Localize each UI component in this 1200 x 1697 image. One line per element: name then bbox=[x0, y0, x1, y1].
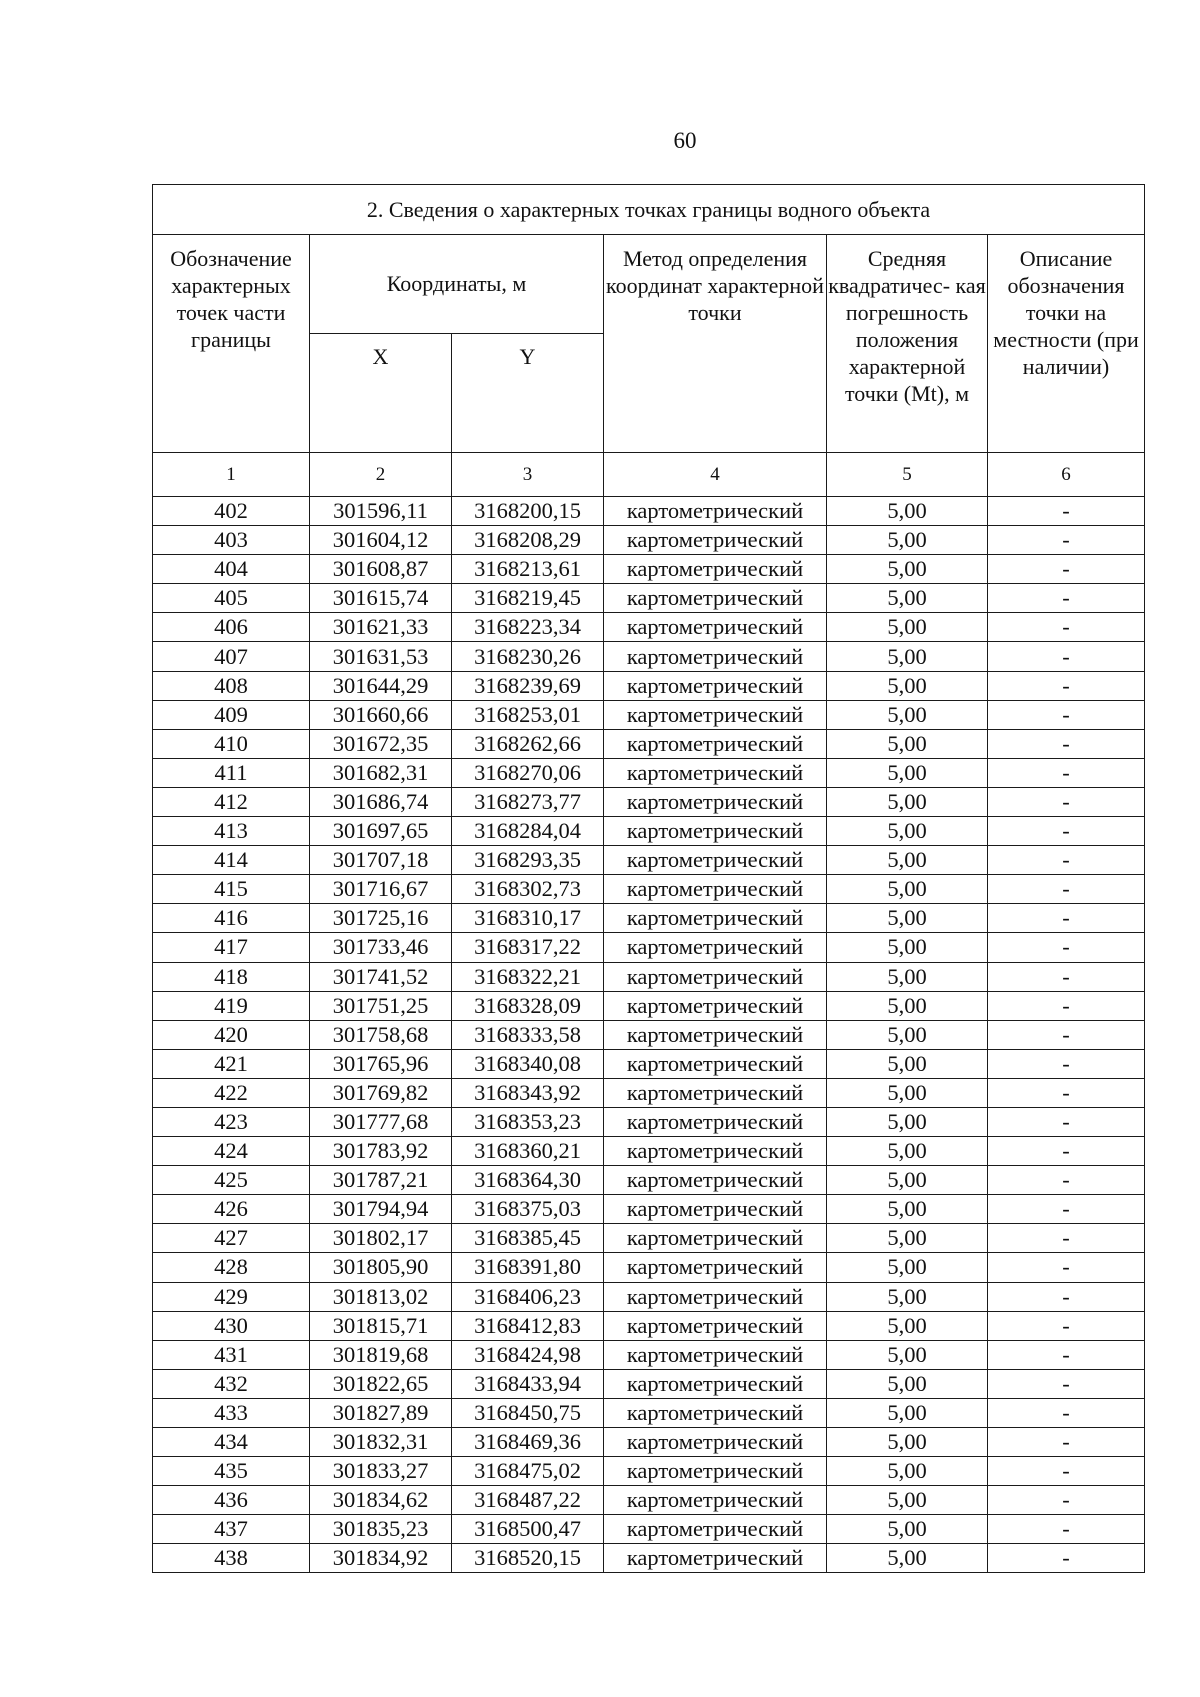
cell-method: картометрический bbox=[604, 758, 827, 787]
cell-point-id: 425 bbox=[153, 1166, 310, 1195]
column-number: 2 bbox=[310, 453, 452, 497]
cell-y: 3168500,47 bbox=[452, 1515, 604, 1544]
cell-y: 3168293,35 bbox=[452, 846, 604, 875]
cell-description: - bbox=[988, 526, 1145, 555]
cell-y: 3168333,58 bbox=[452, 1020, 604, 1049]
cell-description: - bbox=[988, 1166, 1145, 1195]
cell-method: картометрический bbox=[604, 700, 827, 729]
cell-error: 5,00 bbox=[827, 846, 988, 875]
cell-point-id: 421 bbox=[153, 1049, 310, 1078]
table-row bbox=[153, 933, 1145, 962]
cell-point-id: 426 bbox=[153, 1195, 310, 1224]
cell-point-id: 408 bbox=[153, 671, 310, 700]
cell-y: 3168284,04 bbox=[452, 817, 604, 846]
cell-x: 301697,65 bbox=[310, 817, 452, 846]
cell-y: 3168353,23 bbox=[452, 1107, 604, 1136]
cell-description: - bbox=[988, 1195, 1145, 1224]
header-point-designation: Обозначение характерных точек части границы bbox=[153, 235, 310, 453]
cell-x: 301832,31 bbox=[310, 1428, 452, 1457]
header-x: X bbox=[310, 334, 452, 453]
cell-x: 301787,21 bbox=[310, 1166, 452, 1195]
cell-description: - bbox=[988, 1020, 1145, 1049]
cell-error: 5,00 bbox=[827, 787, 988, 816]
cell-error: 5,00 bbox=[827, 817, 988, 846]
header-method: Метод определения координат характерной точки bbox=[604, 235, 827, 453]
cell-y: 3168273,77 bbox=[452, 787, 604, 816]
cell-method: картометрический bbox=[604, 555, 827, 584]
table-row bbox=[153, 1166, 1145, 1195]
cell-x: 301833,27 bbox=[310, 1457, 452, 1486]
cell-error: 5,00 bbox=[827, 962, 988, 991]
cell-error: 5,00 bbox=[827, 1340, 988, 1369]
cell-method: картометрический bbox=[604, 817, 827, 846]
cell-x: 301834,62 bbox=[310, 1486, 452, 1515]
cell-method: картометрический bbox=[604, 1544, 827, 1573]
column-number: 4 bbox=[604, 453, 827, 497]
cell-error: 5,00 bbox=[827, 1049, 988, 1078]
cell-y: 3168406,23 bbox=[452, 1282, 604, 1311]
cell-description: - bbox=[988, 933, 1145, 962]
cell-point-id: 435 bbox=[153, 1457, 310, 1486]
cell-x: 301822,65 bbox=[310, 1369, 452, 1398]
cell-point-id: 424 bbox=[153, 1137, 310, 1166]
cell-x: 301725,16 bbox=[310, 904, 452, 933]
table-row bbox=[153, 1282, 1145, 1311]
cell-point-id: 404 bbox=[153, 555, 310, 584]
cell-error: 5,00 bbox=[827, 497, 988, 526]
cell-x: 301751,25 bbox=[310, 991, 452, 1020]
table-row bbox=[153, 1486, 1145, 1515]
cell-point-id: 429 bbox=[153, 1282, 310, 1311]
cell-point-id: 409 bbox=[153, 700, 310, 729]
cell-method: картометрический bbox=[604, 933, 827, 962]
cell-description: - bbox=[988, 497, 1145, 526]
boundary-points-table bbox=[152, 184, 1145, 1573]
cell-point-id: 417 bbox=[153, 933, 310, 962]
cell-y: 3168412,83 bbox=[452, 1311, 604, 1340]
cell-description: - bbox=[988, 1398, 1145, 1427]
table-row bbox=[153, 1078, 1145, 1107]
cell-method: картометрический bbox=[604, 1020, 827, 1049]
cell-y: 3168322,21 bbox=[452, 962, 604, 991]
cell-y: 3168253,01 bbox=[452, 700, 604, 729]
table-row bbox=[153, 1340, 1145, 1369]
cell-point-id: 411 bbox=[153, 758, 310, 787]
cell-x: 301604,12 bbox=[310, 526, 452, 555]
cell-method: картометрический bbox=[604, 1340, 827, 1369]
cell-method: картометрический bbox=[604, 1107, 827, 1136]
cell-point-id: 432 bbox=[153, 1369, 310, 1398]
column-number: 1 bbox=[153, 453, 310, 497]
cell-error: 5,00 bbox=[827, 1137, 988, 1166]
cell-x: 301615,74 bbox=[310, 584, 452, 613]
cell-x: 301819,68 bbox=[310, 1340, 452, 1369]
cell-method: картометрический bbox=[604, 1137, 827, 1166]
cell-method: картометрический bbox=[604, 642, 827, 671]
cell-error: 5,00 bbox=[827, 875, 988, 904]
cell-y: 3168475,02 bbox=[452, 1457, 604, 1486]
cell-error: 5,00 bbox=[827, 729, 988, 758]
cell-y: 3168219,45 bbox=[452, 584, 604, 613]
cell-description: - bbox=[988, 787, 1145, 816]
cell-description: - bbox=[988, 758, 1145, 787]
table-row bbox=[153, 613, 1145, 642]
cell-error: 5,00 bbox=[827, 1224, 988, 1253]
cell-error: 5,00 bbox=[827, 555, 988, 584]
cell-method: картометрический bbox=[604, 1311, 827, 1340]
cell-point-id: 431 bbox=[153, 1340, 310, 1369]
cell-y: 3168230,26 bbox=[452, 642, 604, 671]
cell-point-id: 428 bbox=[153, 1253, 310, 1282]
table-row bbox=[153, 1107, 1145, 1136]
page-number: 60 bbox=[673, 128, 697, 153]
cell-point-id: 434 bbox=[153, 1428, 310, 1457]
cell-x: 301733,46 bbox=[310, 933, 452, 962]
cell-x: 301644,29 bbox=[310, 671, 452, 700]
cell-description: - bbox=[988, 671, 1145, 700]
cell-method: картометрический bbox=[604, 497, 827, 526]
cell-method: картометрический bbox=[604, 787, 827, 816]
cell-point-id: 418 bbox=[153, 962, 310, 991]
table-title: 2. Сведения о характерных точках границы водного объекта bbox=[153, 185, 1145, 235]
cell-point-id: 423 bbox=[153, 1107, 310, 1136]
table-row bbox=[153, 1311, 1145, 1340]
cell-y: 3168391,80 bbox=[452, 1253, 604, 1282]
cell-method: картометрический bbox=[604, 991, 827, 1020]
cell-description: - bbox=[988, 846, 1145, 875]
cell-point-id: 433 bbox=[153, 1398, 310, 1427]
cell-method: картометрический bbox=[604, 1282, 827, 1311]
cell-x: 301813,02 bbox=[310, 1282, 452, 1311]
cell-x: 301631,53 bbox=[310, 642, 452, 671]
cell-description: - bbox=[988, 642, 1145, 671]
cell-y: 3168433,94 bbox=[452, 1369, 604, 1398]
cell-x: 301769,82 bbox=[310, 1078, 452, 1107]
cell-error: 5,00 bbox=[827, 1195, 988, 1224]
cell-error: 5,00 bbox=[827, 642, 988, 671]
cell-x: 301783,92 bbox=[310, 1137, 452, 1166]
cell-error: 5,00 bbox=[827, 1486, 988, 1515]
cell-description: - bbox=[988, 700, 1145, 729]
cell-description: - bbox=[988, 1457, 1145, 1486]
cell-point-id: 407 bbox=[153, 642, 310, 671]
cell-description: - bbox=[988, 1515, 1145, 1544]
cell-point-id: 416 bbox=[153, 904, 310, 933]
header-mean-error: Средняя квадратичес- кая погрешность положения характерной точки (Mt), м bbox=[827, 235, 988, 453]
cell-point-id: 419 bbox=[153, 991, 310, 1020]
cell-method: картометрический bbox=[604, 1398, 827, 1427]
cell-point-id: 402 bbox=[153, 497, 310, 526]
cell-y: 3168469,36 bbox=[452, 1428, 604, 1457]
cell-error: 5,00 bbox=[827, 1369, 988, 1398]
table-row bbox=[153, 904, 1145, 933]
cell-y: 3168310,17 bbox=[452, 904, 604, 933]
table-row bbox=[153, 1195, 1145, 1224]
cell-error: 5,00 bbox=[827, 700, 988, 729]
cell-description: - bbox=[988, 1107, 1145, 1136]
table-body bbox=[153, 185, 1145, 1573]
cell-error: 5,00 bbox=[827, 933, 988, 962]
cell-method: картометрический bbox=[604, 1195, 827, 1224]
cell-method: картометрический bbox=[604, 1515, 827, 1544]
table-row bbox=[153, 1369, 1145, 1398]
cell-method: картометрический bbox=[604, 875, 827, 904]
cell-x: 301835,23 bbox=[310, 1515, 452, 1544]
table-row bbox=[153, 875, 1145, 904]
table-row bbox=[153, 642, 1145, 671]
cell-x: 301834,92 bbox=[310, 1544, 452, 1573]
table-row bbox=[153, 1428, 1145, 1457]
cell-y: 3168223,34 bbox=[452, 613, 604, 642]
cell-y: 3168328,09 bbox=[452, 991, 604, 1020]
table-row bbox=[153, 729, 1145, 758]
table-row bbox=[153, 817, 1145, 846]
cell-x: 301716,67 bbox=[310, 875, 452, 904]
table-row bbox=[153, 758, 1145, 787]
cell-description: - bbox=[988, 584, 1145, 613]
cell-description: - bbox=[988, 1137, 1145, 1166]
cell-method: картометрический bbox=[604, 584, 827, 613]
cell-description: - bbox=[988, 962, 1145, 991]
cell-description: - bbox=[988, 1224, 1145, 1253]
cell-y: 3168424,98 bbox=[452, 1340, 604, 1369]
cell-error: 5,00 bbox=[827, 1282, 988, 1311]
cell-x: 301815,71 bbox=[310, 1311, 452, 1340]
cell-error: 5,00 bbox=[827, 1311, 988, 1340]
cell-description: - bbox=[988, 1340, 1145, 1369]
cell-y: 3168340,08 bbox=[452, 1049, 604, 1078]
cell-error: 5,00 bbox=[827, 584, 988, 613]
cell-error: 5,00 bbox=[827, 1457, 988, 1486]
table-row bbox=[153, 787, 1145, 816]
cell-method: картометрический bbox=[604, 1457, 827, 1486]
cell-y: 3168360,21 bbox=[452, 1137, 604, 1166]
cell-y: 3168375,03 bbox=[452, 1195, 604, 1224]
cell-method: картометрический bbox=[604, 526, 827, 555]
cell-y: 3168239,69 bbox=[452, 671, 604, 700]
cell-y: 3168270,06 bbox=[452, 758, 604, 787]
cell-y: 3168450,75 bbox=[452, 1398, 604, 1427]
cell-method: картометрический bbox=[604, 1253, 827, 1282]
cell-method: картометрический bbox=[604, 1486, 827, 1515]
cell-x: 301621,33 bbox=[310, 613, 452, 642]
cell-x: 301686,74 bbox=[310, 787, 452, 816]
cell-error: 5,00 bbox=[827, 671, 988, 700]
cell-description: - bbox=[988, 817, 1145, 846]
cell-method: картометрический bbox=[604, 1369, 827, 1398]
cell-method: картометрический bbox=[604, 1049, 827, 1078]
cell-point-id: 415 bbox=[153, 875, 310, 904]
cell-error: 5,00 bbox=[827, 1253, 988, 1282]
cell-description: - bbox=[988, 875, 1145, 904]
cell-y: 3168302,73 bbox=[452, 875, 604, 904]
column-number: 3 bbox=[452, 453, 604, 497]
cell-method: картометрический bbox=[604, 671, 827, 700]
cell-point-id: 405 bbox=[153, 584, 310, 613]
header-description: Описание обозначения точки на местности (при наличии) bbox=[988, 235, 1145, 453]
cell-x: 301741,52 bbox=[310, 962, 452, 991]
cell-point-id: 422 bbox=[153, 1078, 310, 1107]
cell-point-id: 430 bbox=[153, 1311, 310, 1340]
cell-x: 301596,11 bbox=[310, 497, 452, 526]
cell-x: 301660,66 bbox=[310, 700, 452, 729]
table-row bbox=[153, 1457, 1145, 1486]
cell-error: 5,00 bbox=[827, 1107, 988, 1136]
cell-description: - bbox=[988, 1486, 1145, 1515]
cell-point-id: 436 bbox=[153, 1486, 310, 1515]
cell-x: 301707,18 bbox=[310, 846, 452, 875]
cell-method: картометрический bbox=[604, 1078, 827, 1107]
cell-error: 5,00 bbox=[827, 1428, 988, 1457]
table-header-row bbox=[153, 235, 1145, 334]
cell-error: 5,00 bbox=[827, 1078, 988, 1107]
cell-method: картометрический bbox=[604, 962, 827, 991]
table-row bbox=[153, 962, 1145, 991]
cell-x: 301672,35 bbox=[310, 729, 452, 758]
cell-description: - bbox=[988, 1428, 1145, 1457]
cell-y: 3168520,15 bbox=[452, 1544, 604, 1573]
cell-x: 301802,17 bbox=[310, 1224, 452, 1253]
cell-description: - bbox=[988, 1253, 1145, 1282]
table-row bbox=[153, 555, 1145, 584]
cell-y: 3168208,29 bbox=[452, 526, 604, 555]
cell-description: - bbox=[988, 555, 1145, 584]
cell-y: 3168200,15 bbox=[452, 497, 604, 526]
column-number: 5 bbox=[827, 453, 988, 497]
cell-error: 5,00 bbox=[827, 1166, 988, 1195]
cell-method: картометрический bbox=[604, 846, 827, 875]
table-row bbox=[153, 991, 1145, 1020]
table-row bbox=[153, 1544, 1145, 1573]
cell-error: 5,00 bbox=[827, 1544, 988, 1573]
cell-method: картометрический bbox=[604, 729, 827, 758]
cell-point-id: 410 bbox=[153, 729, 310, 758]
cell-description: - bbox=[988, 1544, 1145, 1573]
cell-x: 301805,90 bbox=[310, 1253, 452, 1282]
cell-point-id: 427 bbox=[153, 1224, 310, 1253]
cell-description: - bbox=[988, 904, 1145, 933]
cell-point-id: 414 bbox=[153, 846, 310, 875]
cell-point-id: 437 bbox=[153, 1515, 310, 1544]
column-number: 6 bbox=[988, 453, 1145, 497]
cell-description: - bbox=[988, 613, 1145, 642]
table-row bbox=[153, 1515, 1145, 1544]
cell-point-id: 413 bbox=[153, 817, 310, 846]
cell-error: 5,00 bbox=[827, 526, 988, 555]
cell-x: 301777,68 bbox=[310, 1107, 452, 1136]
cell-point-id: 403 bbox=[153, 526, 310, 555]
cell-error: 5,00 bbox=[827, 613, 988, 642]
table-row bbox=[153, 671, 1145, 700]
table-row bbox=[153, 846, 1145, 875]
cell-description: - bbox=[988, 1311, 1145, 1340]
cell-point-id: 438 bbox=[153, 1544, 310, 1573]
cell-error: 5,00 bbox=[827, 1515, 988, 1544]
cell-method: картометрический bbox=[604, 613, 827, 642]
table-row bbox=[153, 700, 1145, 729]
cell-y: 3168262,66 bbox=[452, 729, 604, 758]
cell-x: 301765,96 bbox=[310, 1049, 452, 1078]
cell-y: 3168385,45 bbox=[452, 1224, 604, 1253]
table-row bbox=[153, 526, 1145, 555]
table-row bbox=[153, 584, 1145, 613]
cell-y: 3168343,92 bbox=[452, 1078, 604, 1107]
cell-error: 5,00 bbox=[827, 758, 988, 787]
cell-description: - bbox=[988, 729, 1145, 758]
cell-y: 3168317,22 bbox=[452, 933, 604, 962]
cell-description: - bbox=[988, 1078, 1145, 1107]
cell-error: 5,00 bbox=[827, 1398, 988, 1427]
table-row bbox=[153, 1398, 1145, 1427]
table-row bbox=[153, 1049, 1145, 1078]
cell-method: картометрический bbox=[604, 1166, 827, 1195]
cell-point-id: 420 bbox=[153, 1020, 310, 1049]
cell-x: 301758,68 bbox=[310, 1020, 452, 1049]
cell-description: - bbox=[988, 1049, 1145, 1078]
header-coordinates: Координаты, м bbox=[310, 235, 604, 334]
cell-description: - bbox=[988, 991, 1145, 1020]
table-row bbox=[153, 1137, 1145, 1166]
cell-description: - bbox=[988, 1282, 1145, 1311]
cell-point-id: 412 bbox=[153, 787, 310, 816]
cell-x: 301682,31 bbox=[310, 758, 452, 787]
table-title-row bbox=[153, 185, 1145, 235]
table-row bbox=[153, 1253, 1145, 1282]
cell-method: картометрический bbox=[604, 1428, 827, 1457]
cell-y: 3168487,22 bbox=[452, 1486, 604, 1515]
cell-y: 3168364,30 bbox=[452, 1166, 604, 1195]
cell-y: 3168213,61 bbox=[452, 555, 604, 584]
header-y: Y bbox=[452, 334, 604, 453]
column-number-row bbox=[153, 453, 1145, 497]
cell-method: картометрический bbox=[604, 1224, 827, 1253]
cell-error: 5,00 bbox=[827, 904, 988, 933]
cell-description: - bbox=[988, 1369, 1145, 1398]
cell-x: 301794,94 bbox=[310, 1195, 452, 1224]
cell-method: картометрический bbox=[604, 904, 827, 933]
table-row bbox=[153, 1020, 1145, 1049]
table-row bbox=[153, 497, 1145, 526]
cell-x: 301608,87 bbox=[310, 555, 452, 584]
cell-error: 5,00 bbox=[827, 991, 988, 1020]
cell-x: 301827,89 bbox=[310, 1398, 452, 1427]
cell-point-id: 406 bbox=[153, 613, 310, 642]
cell-error: 5,00 bbox=[827, 1020, 988, 1049]
table-row bbox=[153, 1224, 1145, 1253]
